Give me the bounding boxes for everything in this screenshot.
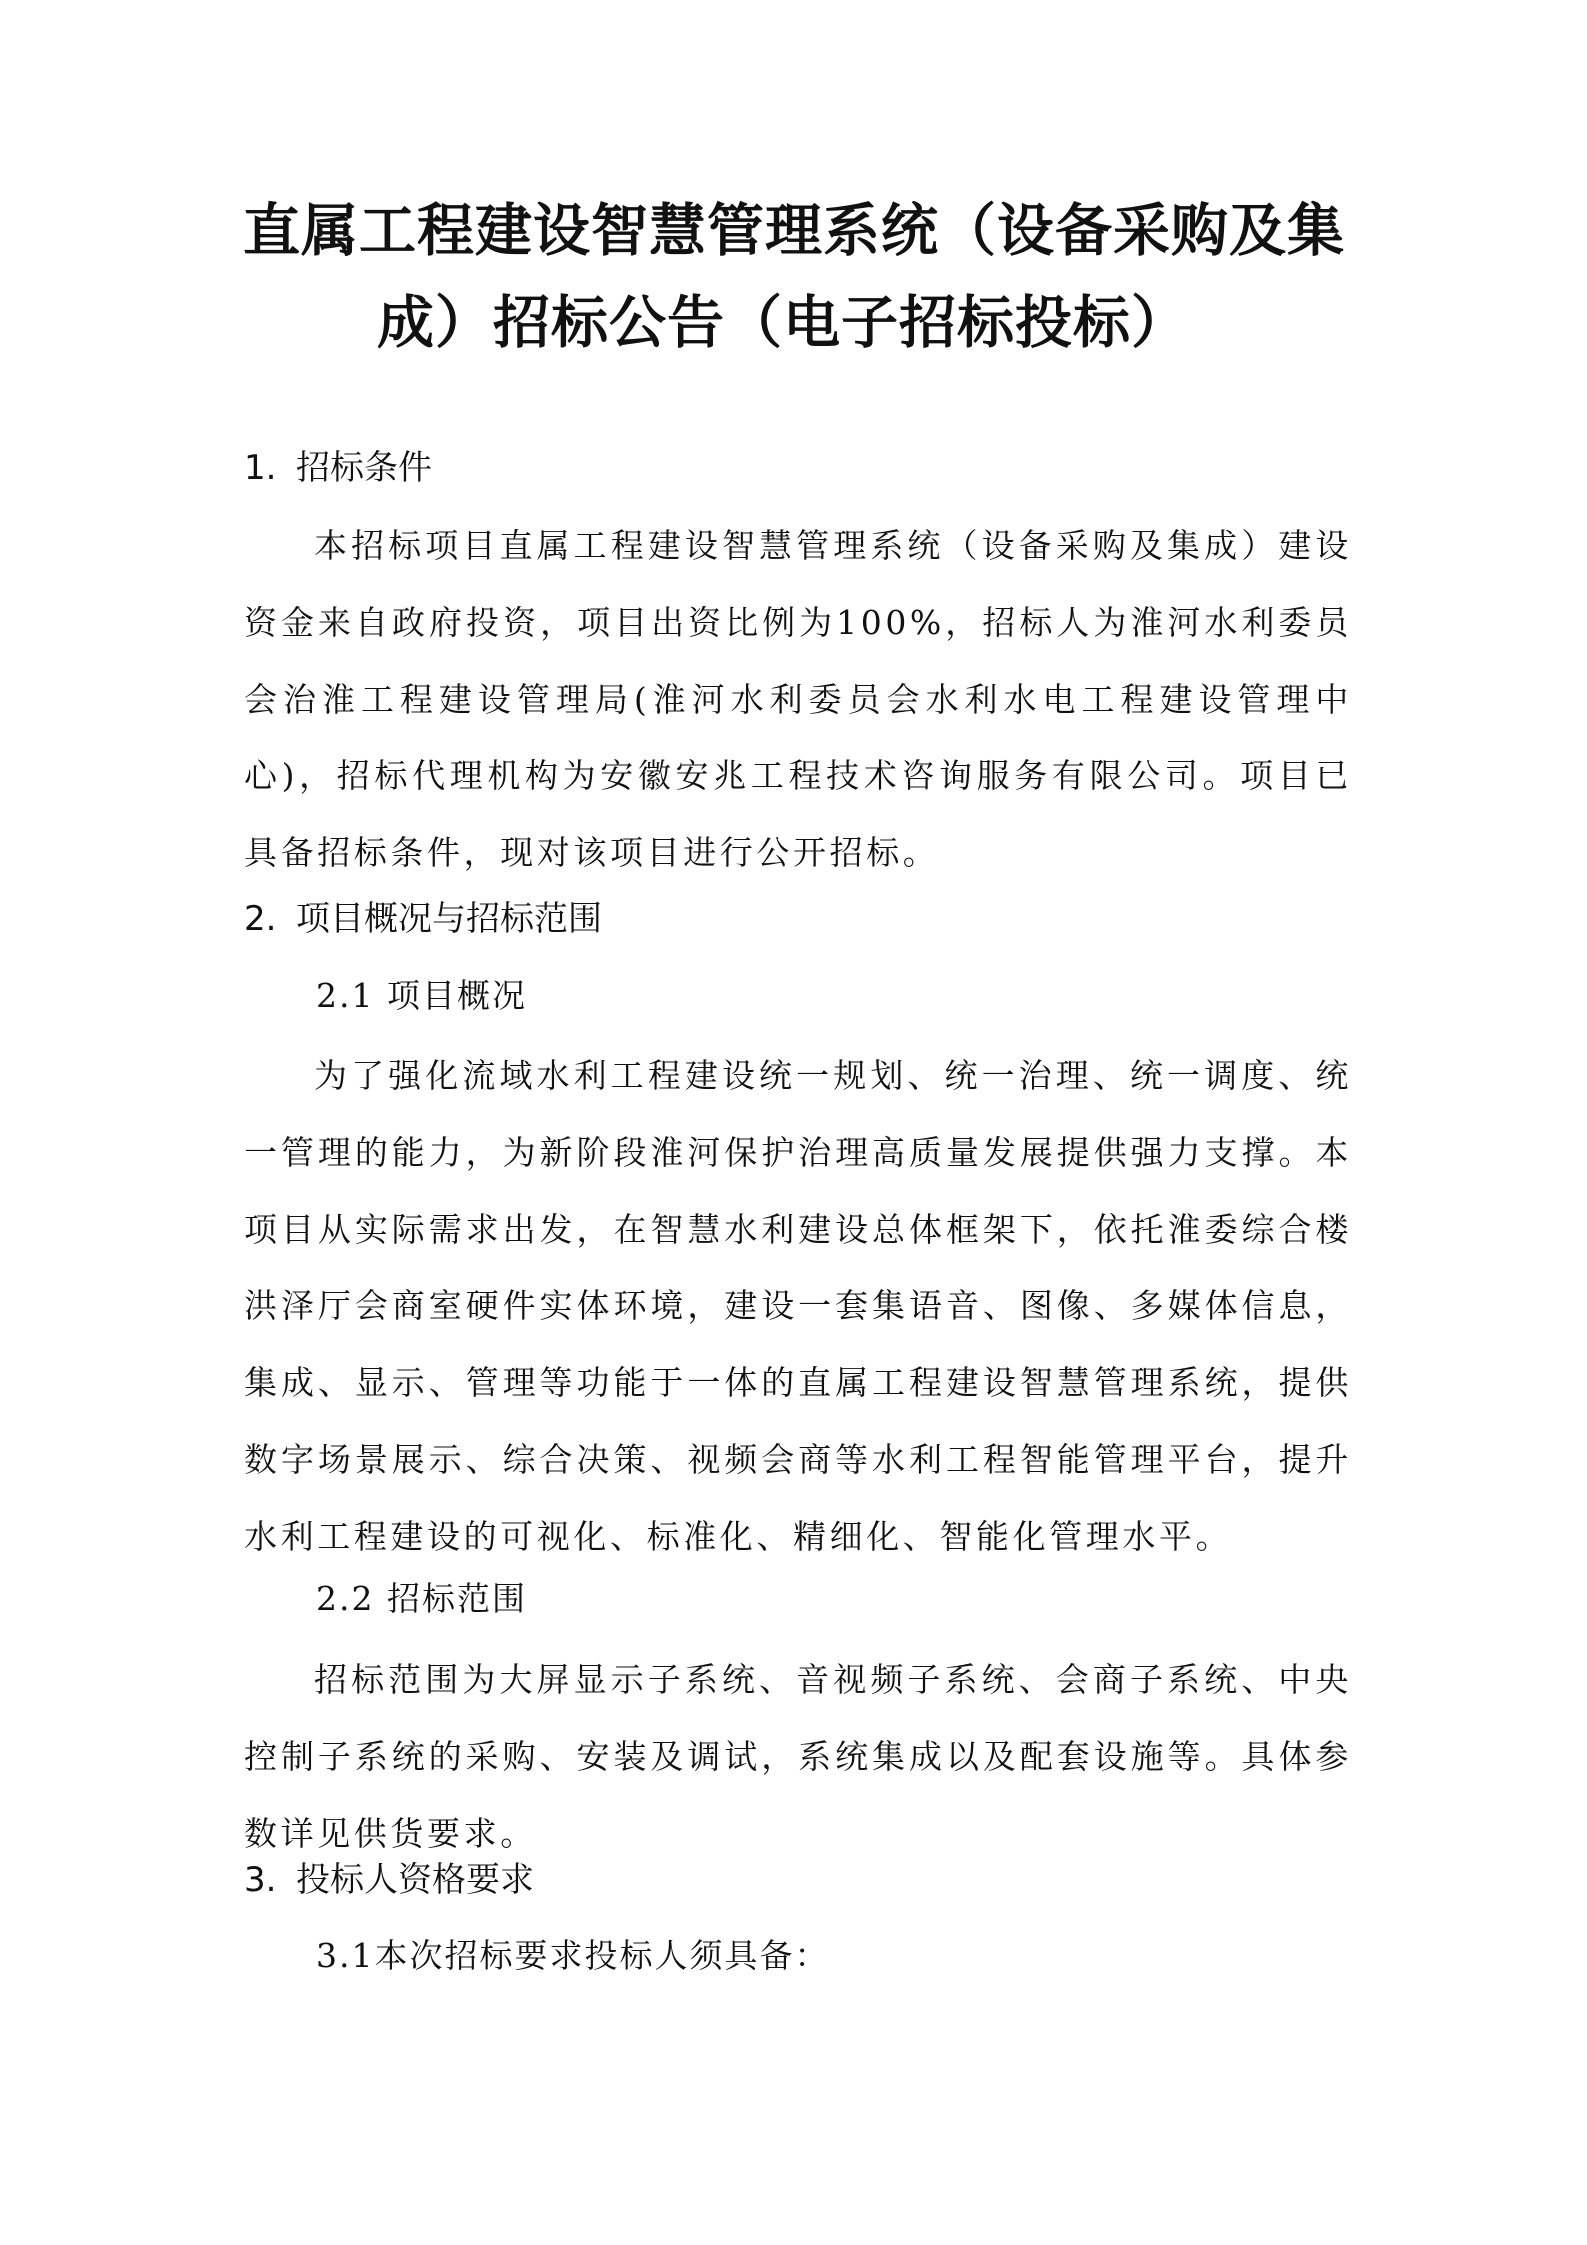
document-title xyxy=(225,185,1365,369)
section-2-heading xyxy=(244,893,602,945)
section-1-number: 1. xyxy=(244,448,277,488)
section-2-number: 2. xyxy=(244,899,277,939)
title-line-1: 直属工程建设智慧管理系统（设备采购及集 xyxy=(243,198,1345,264)
section-2-2-heading: 2.2 招标范围 xyxy=(316,1579,527,1618)
section-3-heading xyxy=(244,1854,534,1906)
section-3-1-heading: 3.1本次招标要求投标人须具备： xyxy=(316,1936,830,1975)
section-3-number: 3. xyxy=(244,1860,277,1900)
section-2-1-heading: 2.1 项目概况 xyxy=(316,976,527,1015)
title-line-2: 成）招标公告（电子招标投标） xyxy=(377,290,1189,356)
section-2-1-paragraph: 为了强化流域水利工程建设统一规划、统一治理、统一调度、统一管理的能力，为新阶段淮河保护治理高质量发展提供强力支撑。本项目从实际需求出发，在智慧水利建设总体框架下，依托淮委综合楼洪泽厅会商室硬件实体环境，建设一套集语音、图像、多媒体信息，集成、显示、管理等功能于一体的直属工程建设智慧管理系统，提供数字场景展示、综合决策、视频会商等水利工程智能管理平台，提升水利工程建设的可视化、标准化、精细化、智能化管理水平。 xyxy=(244,1056,1352,1556)
section-1-title: 招标条件 xyxy=(296,448,432,488)
section-2-title: 项目概况与招标范围 xyxy=(296,899,602,939)
section-1-paragraph: 本招标项目直属工程建设智慧管理系统（设备采购及集成）建设资金来自政府投资，项目出资比例为100%，招标人为淮河水利委员会治淮工程建设管理局(淮河水利委员会水利水电工程建设管理中心)，招标代理机构为安徽安兆工程技术咨询服务有限公司。项目已具备招标条件，现对该项目进行公开招标。 xyxy=(244,526,1352,873)
section-2-2-paragraph: 招标范围为大屏显示子系统、音视频子系统、会商子系统、中央控制子系统的采购、安装及调试，系统集成以及配套设施等。具体参数详见供货要求。 xyxy=(244,1660,1352,1853)
section-1-heading xyxy=(244,442,432,494)
section-3-title: 投标人资格要求 xyxy=(296,1860,534,1900)
